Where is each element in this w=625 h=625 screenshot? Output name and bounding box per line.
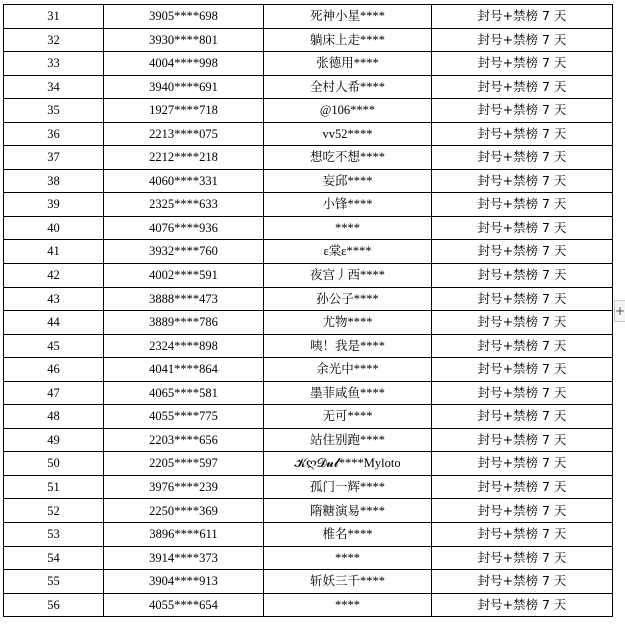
nickname-cell: ****	[264, 593, 432, 617]
table-row	[4, 5, 613, 29]
user-id-cell: 4060****331	[104, 169, 264, 193]
row-number-cell: 49	[4, 428, 104, 452]
user-id-cell: 2324****898	[104, 334, 264, 358]
penalty-cell: 封号+禁榜 7 天	[432, 287, 613, 311]
row-number-cell: 48	[4, 405, 104, 429]
user-id-cell: 3896****611	[104, 523, 264, 547]
penalty-cell: 封号+禁榜 7 天	[432, 99, 613, 123]
table-row	[4, 99, 613, 123]
row-number-cell: 41	[4, 240, 104, 264]
row-number-cell: 43	[4, 287, 104, 311]
table-row	[4, 311, 613, 335]
table-row	[4, 593, 613, 617]
row-number-cell: 33	[4, 52, 104, 76]
user-id-cell: 3976****239	[104, 475, 264, 499]
nickname-cell: 小锋****	[264, 193, 432, 217]
table-row	[4, 287, 613, 311]
user-id-cell: 4041****864	[104, 358, 264, 382]
nickname-cell: 斩妖三千****	[264, 570, 432, 594]
nickname-cell: 孙公子****	[264, 287, 432, 311]
penalty-cell: 封号+禁榜 7 天	[432, 428, 613, 452]
penalty-cell: 封号+禁榜 7 天	[432, 593, 613, 617]
nickname-cell: 椎名****	[264, 523, 432, 547]
penalty-cell: 封号+禁榜 7 天	[432, 75, 613, 99]
table-row	[4, 546, 613, 570]
penalty-cell: 封号+禁榜 7 天	[432, 405, 613, 429]
penalty-cell: 封号+禁榜 7 天	[432, 311, 613, 335]
penalty-cell: 封号+禁榜 7 天	[432, 240, 613, 264]
row-number-cell: 32	[4, 28, 104, 52]
penalty-cell: 封号+禁榜 7 天	[432, 146, 613, 170]
table-row	[4, 428, 613, 452]
nickname-cell: 妄邱****	[264, 169, 432, 193]
nickname-cell: ****	[264, 216, 432, 240]
nickname-cell: vv52****	[264, 122, 432, 146]
user-id-cell: 2325****633	[104, 193, 264, 217]
row-number-cell: 42	[4, 264, 104, 288]
row-number-cell: 47	[4, 381, 104, 405]
nickname-cell: @106****	[264, 99, 432, 123]
row-number-cell: 31	[4, 5, 104, 29]
row-number-cell: 34	[4, 75, 104, 99]
penalty-cell: 封号+禁榜 7 天	[432, 28, 613, 52]
row-number-cell: 36	[4, 122, 104, 146]
row-number-cell: 39	[4, 193, 104, 217]
table-row	[4, 75, 613, 99]
row-number-cell: 56	[4, 593, 104, 617]
nickname-cell: 余光中****	[264, 358, 432, 382]
user-id-cell: 4065****581	[104, 381, 264, 405]
table-row	[4, 452, 613, 476]
user-id-cell: 2213****075	[104, 122, 264, 146]
penalty-cell: 封号+禁榜 7 天	[432, 169, 613, 193]
row-number-cell: 51	[4, 475, 104, 499]
table-row	[4, 52, 613, 76]
penalty-cell: 封号+禁榜 7 天	[432, 264, 613, 288]
nickname-cell: 夜宫丿西****	[264, 264, 432, 288]
user-id-cell: 3905****698	[104, 5, 264, 29]
row-number-cell: 53	[4, 523, 104, 547]
nickname-cell: 孤门一辉****	[264, 475, 432, 499]
nickname-cell: 站住别跑****	[264, 428, 432, 452]
user-id-cell: 4055****775	[104, 405, 264, 429]
penalty-cell: 封号+禁榜 7 天	[432, 546, 613, 570]
table-row	[4, 264, 613, 288]
user-id-cell: 3930****801	[104, 28, 264, 52]
table-row	[4, 146, 613, 170]
user-id-cell: 2250****369	[104, 499, 264, 523]
table-row	[4, 405, 613, 429]
table-row	[4, 523, 613, 547]
row-number-cell: 46	[4, 358, 104, 382]
table-row	[4, 358, 613, 382]
table-row	[4, 216, 613, 240]
user-id-cell: 3932****760	[104, 240, 264, 264]
penalty-cell: 封号+禁榜 7 天	[432, 475, 613, 499]
user-id-cell: 3888****473	[104, 287, 264, 311]
nickname-cell: 尤物****	[264, 311, 432, 335]
nickname-cell: 墨菲咸鱼****	[264, 381, 432, 405]
penalty-cell: 封号+禁榜 7 天	[432, 452, 613, 476]
nickname-cell: 躺床上走****	[264, 28, 432, 52]
table-row	[4, 169, 613, 193]
user-id-cell: 2205****597	[104, 452, 264, 476]
row-number-cell: 44	[4, 311, 104, 335]
penalty-table	[3, 4, 613, 617]
row-number-cell: 52	[4, 499, 104, 523]
row-number-cell: 50	[4, 452, 104, 476]
user-id-cell: 4055****654	[104, 593, 264, 617]
nickname-cell: ****	[264, 546, 432, 570]
user-id-cell: 4076****936	[104, 216, 264, 240]
table-row	[4, 475, 613, 499]
penalty-cell: 封号+禁榜 7 天	[432, 358, 613, 382]
penalty-cell: 封号+禁榜 7 天	[432, 122, 613, 146]
table-row	[4, 122, 613, 146]
table-body	[4, 5, 613, 617]
penalty-cell: 封号+禁榜 7 天	[432, 52, 613, 76]
nickname-cell: 隋糖演易****	[264, 499, 432, 523]
penalty-cell: 封号+禁榜 7 天	[432, 499, 613, 523]
nickname-cell: 全村人希****	[264, 75, 432, 99]
nickname-cell: 想吃不想****	[264, 146, 432, 170]
penalty-cell: 封号+禁榜 7 天	[432, 334, 613, 358]
plus-icon: +	[614, 304, 625, 318]
table-row	[4, 240, 613, 264]
row-number-cell: 55	[4, 570, 104, 594]
table-row	[4, 334, 613, 358]
row-number-cell: 40	[4, 216, 104, 240]
penalty-cell: 封号+禁榜 7 天	[432, 5, 613, 29]
row-number-cell: 54	[4, 546, 104, 570]
table-row	[4, 570, 613, 594]
penalty-cell: 封号+禁榜 7 天	[432, 216, 613, 240]
penalty-cell: 封号+禁榜 7 天	[432, 381, 613, 405]
user-id-cell: 2212****218	[104, 146, 264, 170]
user-id-cell: 3889****786	[104, 311, 264, 335]
row-number-cell: 38	[4, 169, 104, 193]
row-number-cell: 45	[4, 334, 104, 358]
nickname-cell: 无可****	[264, 405, 432, 429]
table-row	[4, 499, 613, 523]
table-row	[4, 28, 613, 52]
nickname-cell: ε棠ε****	[264, 240, 432, 264]
user-id-cell: 2203****656	[104, 428, 264, 452]
penalty-cell: 封号+禁榜 7 天	[432, 570, 613, 594]
user-id-cell: 3914****373	[104, 546, 264, 570]
nickname-cell: 𝓚ღ𝓓𝓾𝓵****Myloto	[264, 452, 432, 476]
table-row	[4, 193, 613, 217]
row-number-cell: 35	[4, 99, 104, 123]
table-row	[4, 381, 613, 405]
nickname-cell: 死神小星****	[264, 5, 432, 29]
user-id-cell: 3904****913	[104, 570, 264, 594]
user-id-cell: 1927****718	[104, 99, 264, 123]
nickname-cell: 张德用****	[264, 52, 432, 76]
penalty-cell: 封号+禁榜 7 天	[432, 523, 613, 547]
user-id-cell: 4004****998	[104, 52, 264, 76]
row-number-cell: 37	[4, 146, 104, 170]
penalty-cell: 封号+禁榜 7 天	[432, 193, 613, 217]
user-id-cell: 3940****691	[104, 75, 264, 99]
user-id-cell: 4002****591	[104, 264, 264, 288]
add-row-button[interactable]	[614, 300, 625, 322]
nickname-cell: 咦！我是****	[264, 334, 432, 358]
